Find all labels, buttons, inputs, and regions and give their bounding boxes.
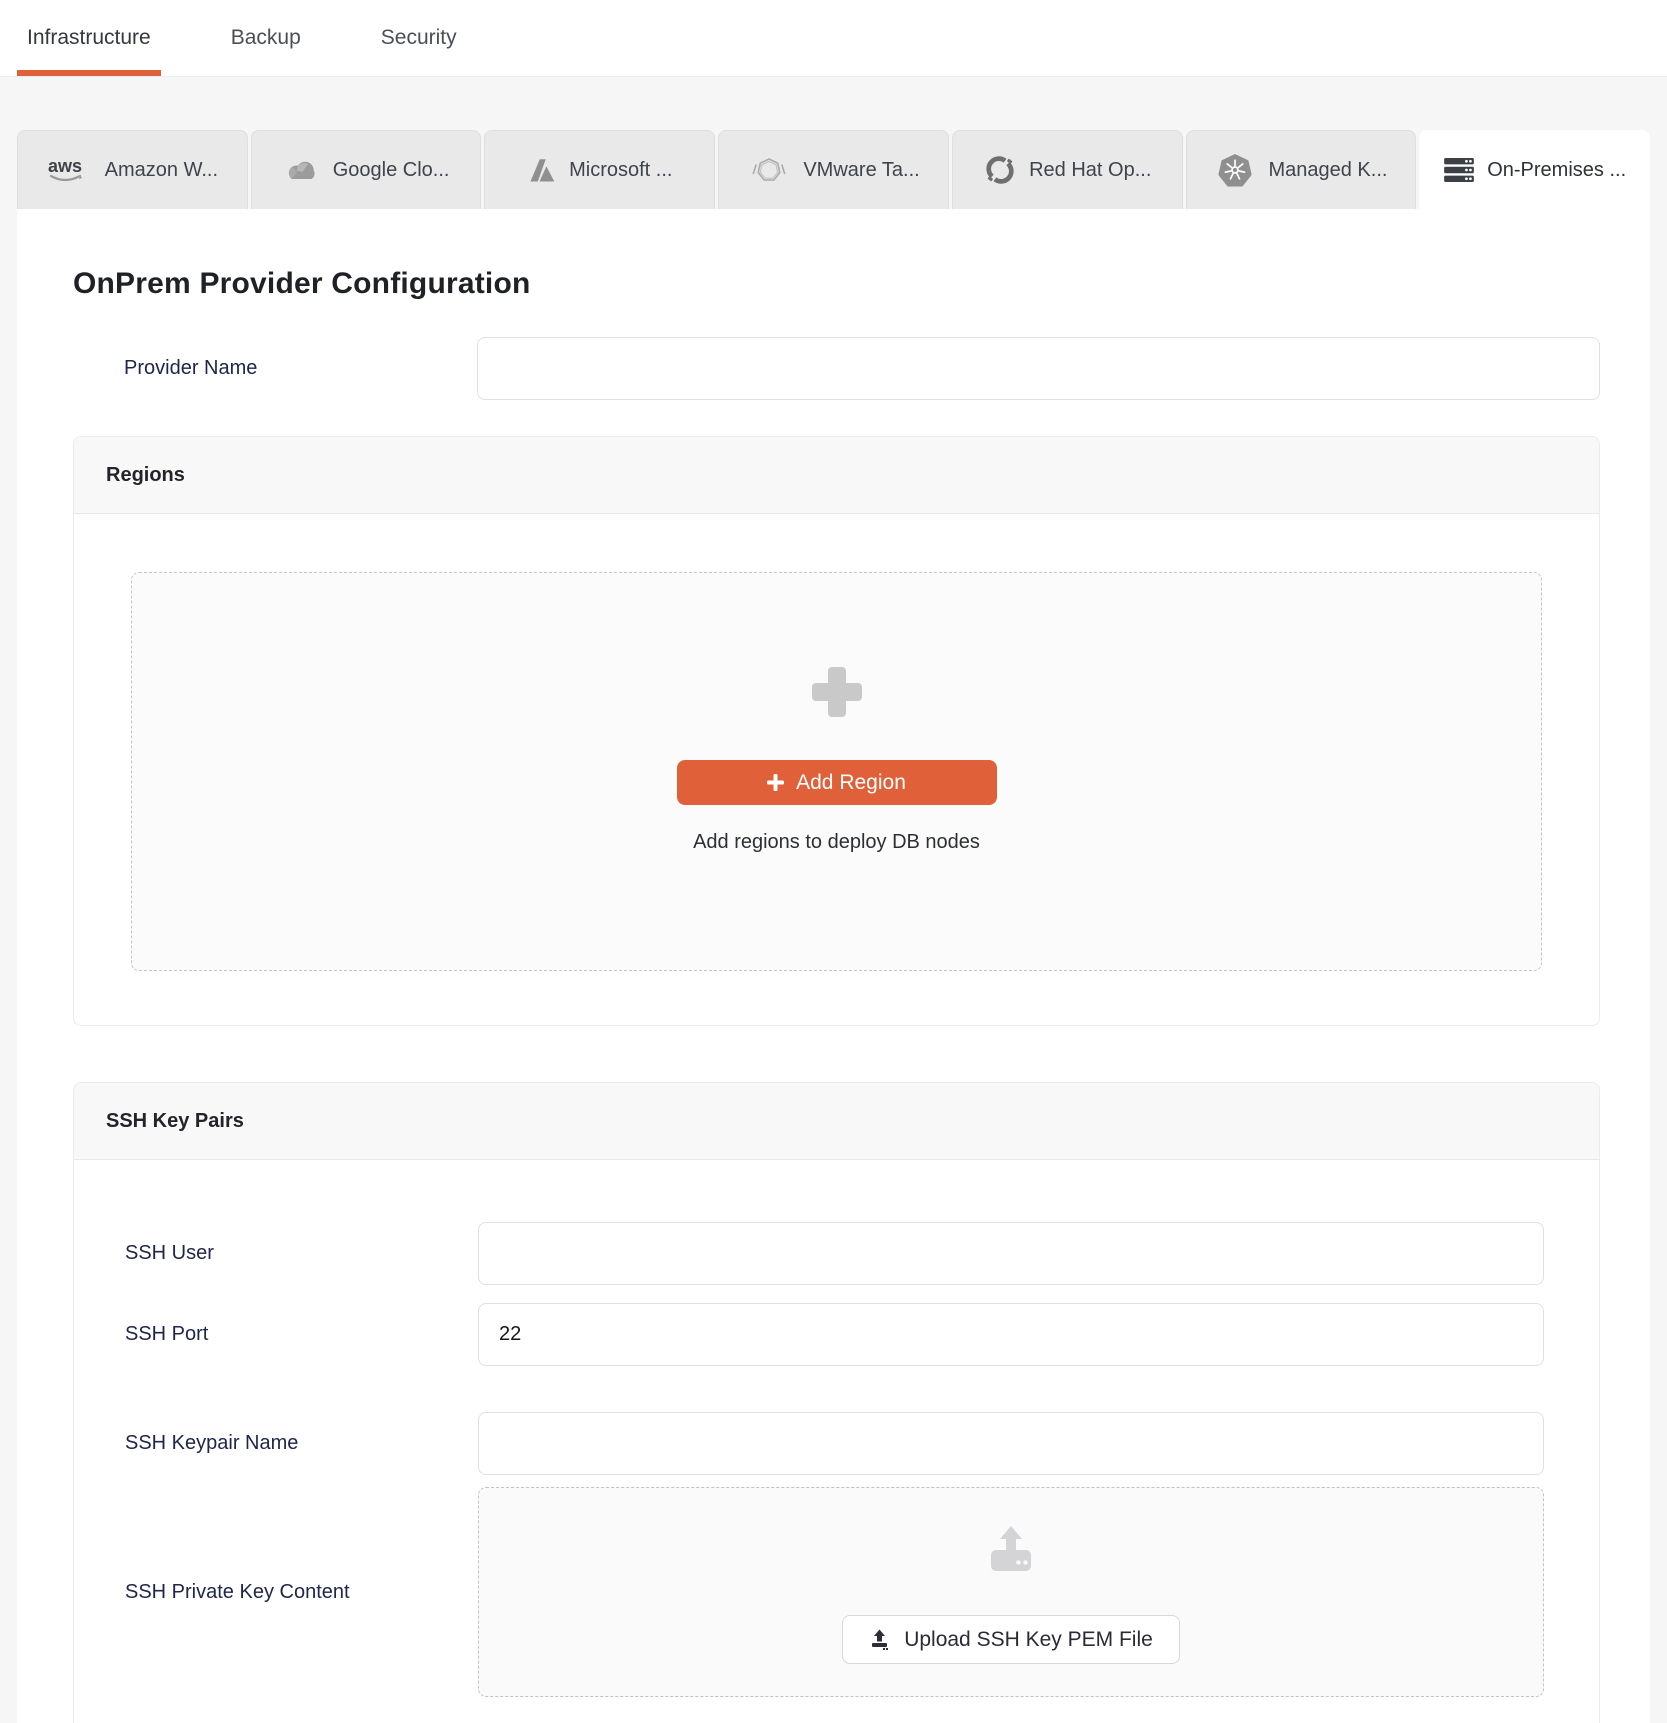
provider-tab-gcp[interactable]	[251, 130, 482, 209]
provider-tab-kubernetes[interactable]	[1186, 130, 1417, 209]
ssh-private-key-row	[125, 1487, 1544, 1697]
plus-icon	[767, 774, 784, 791]
tab-infrastructure[interactable]: Infrastructure	[17, 0, 161, 76]
provider-tab-label: Amazon W...	[104, 158, 219, 181]
upload-tray-icon	[983, 1524, 1039, 1581]
tab-backup[interactable]: Backup	[230, 26, 301, 49]
provider-name-label: Provider Name	[124, 357, 258, 379]
regions-section	[73, 436, 1600, 1026]
aws-icon	[47, 155, 93, 185]
upload-icon	[869, 1629, 890, 1650]
ssh-user-input[interactable]	[478, 1222, 1544, 1285]
ssh-keypairs-section-body	[74, 1160, 1599, 1723]
google-cloud-icon	[283, 156, 321, 184]
regions-section-title: Regions	[74, 437, 1599, 514]
tab-security[interactable]: Security	[380, 26, 457, 49]
ssh-port-input[interactable]	[478, 1303, 1544, 1366]
ssh-user-row	[125, 1222, 1544, 1285]
top-nav	[0, 0, 1667, 77]
ssh-keypair-name-input[interactable]	[478, 1412, 1544, 1475]
ssh-keypairs-section-title: SSH Key Pairs	[74, 1083, 1599, 1160]
azure-icon	[527, 157, 557, 184]
provider-tab-label: Managed K...	[1268, 158, 1388, 181]
ssh-private-key-label: SSH Private Key Content	[125, 1580, 350, 1603]
plus-icon	[804, 659, 870, 730]
ssh-port-label: SSH Port	[125, 1323, 209, 1345]
ssh-keypairs-section	[73, 1082, 1600, 1723]
on-premises-icon	[1443, 156, 1475, 184]
regions-section-body	[74, 514, 1599, 1025]
provider-tab-vmware[interactable]	[718, 130, 949, 209]
provider-tab-openshift[interactable]	[952, 130, 1183, 209]
ssh-user-label: SSH User	[125, 1242, 214, 1264]
provider-tab-label: Red Hat Op...	[1029, 158, 1152, 181]
provider-tab-strip	[17, 130, 1650, 209]
kubernetes-icon	[1214, 152, 1256, 188]
page-title: OnPrem Provider Configuration	[73, 267, 531, 300]
ssh-key-upload-dropzone[interactable]	[478, 1487, 1544, 1697]
ssh-port-row	[125, 1303, 1544, 1366]
regions-empty-dropzone[interactable]	[131, 572, 1542, 971]
regions-empty-hint: Add regions to deploy DB nodes	[693, 831, 980, 853]
provider-tab-label: VMware Ta...	[803, 158, 920, 181]
upload-ssh-key-button-label: Upload SSH Key PEM File	[904, 1627, 1153, 1651]
provider-tab-label: On-Premises ...	[1487, 158, 1627, 181]
redhat-openshift-icon	[983, 154, 1017, 186]
provider-tab-label: Google Clo...	[332, 158, 450, 181]
provider-tab-label: Microsoft ...	[569, 158, 673, 181]
provider-name-input[interactable]	[477, 337, 1600, 400]
provider-tab-aws[interactable]	[17, 130, 248, 209]
provider-tab-onprem[interactable]	[1419, 130, 1650, 209]
provider-name-row	[73, 337, 1600, 400]
ssh-keypair-name-row	[125, 1412, 1544, 1475]
svg-text:aws: aws	[47, 156, 82, 176]
upload-ssh-key-button[interactable]	[842, 1615, 1180, 1664]
add-region-button-label: Add Region	[796, 770, 906, 794]
onprem-config-panel	[17, 209, 1650, 1723]
ssh-keypair-name-label: SSH Keypair Name	[125, 1432, 299, 1454]
add-region-button[interactable]	[677, 760, 997, 805]
vmware-tanzu-icon	[747, 155, 791, 185]
provider-tab-azure[interactable]	[484, 130, 715, 209]
